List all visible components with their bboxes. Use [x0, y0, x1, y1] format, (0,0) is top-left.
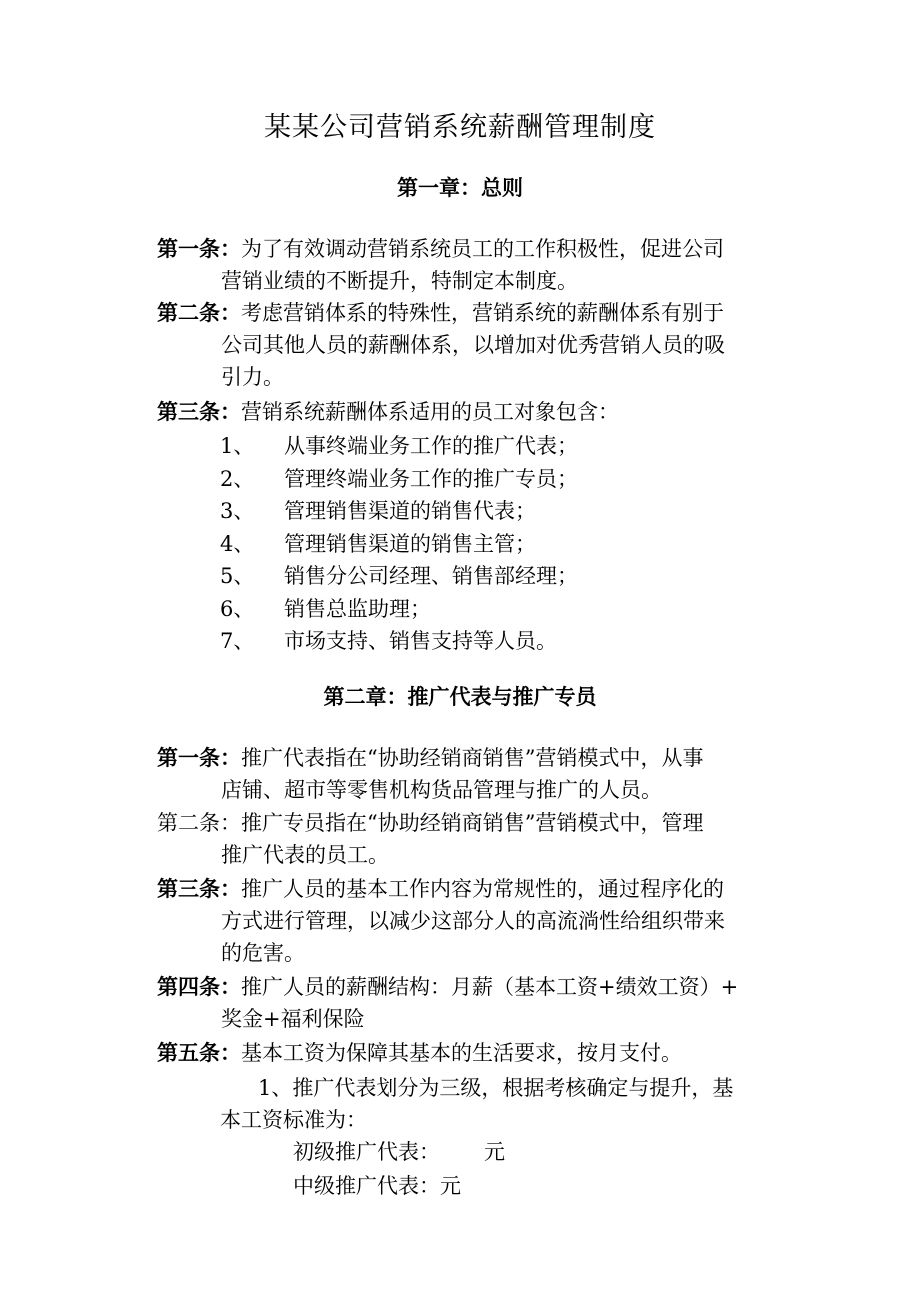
ch2-article-2: [157, 807, 789, 871]
salary-row-intermediate: [293, 1170, 461, 1203]
article-text: 考虑营销体系的特殊性，营销系统的薪酬体系有别于: [241, 301, 724, 325]
salary-row-junior: [293, 1136, 505, 1169]
list-number: 6、: [220, 596, 255, 621]
salary-grade-paragraph: [220, 1072, 790, 1136]
document-title: 某某公司营销系统薪酬管理制度: [264, 112, 656, 143]
paragraph-line: 本工资标准为：: [220, 1108, 367, 1132]
list-item: [220, 560, 578, 593]
article-text: 为了有效调动营销系统员工的工作积极性，促进公司: [241, 237, 724, 261]
list-text: 管理终端业务工作的推广专员；: [284, 466, 578, 491]
ch1-article-3: [157, 396, 789, 428]
list-text: 销售总监助理；: [284, 596, 431, 621]
article-label: 第四条：: [157, 974, 241, 999]
article-text: 奖金+福利保险: [221, 1007, 365, 1031]
list-text: 销售分公司经理、销售部经理；: [284, 564, 578, 588]
ch1-article-2: [157, 297, 789, 393]
list-text: 市场支持、销售支持等人员。: [284, 629, 557, 653]
article-text: 公司其他人员的薪酬体系，以增加对优秀营销人员的吸: [221, 333, 725, 357]
salary-label: 中级推广代表：: [293, 1174, 440, 1198]
list-number: 7、: [220, 629, 255, 653]
list-number: 4、: [220, 531, 255, 556]
article-label: 第二条：: [157, 300, 241, 325]
list-number: 2、: [220, 466, 255, 491]
salary-unit: 元: [484, 1140, 505, 1164]
list-text: 管理销售渠道的销售代表；: [284, 499, 536, 523]
article-text: 营销系统薪酬体系适用的员工对象包含：: [241, 400, 619, 424]
list-number: 3、: [220, 499, 255, 523]
article-text: 方式进行管理，以减少这部分人的高流淌性给组织带来: [221, 909, 725, 933]
article-label: 第五条：: [157, 1040, 241, 1065]
article-label: 第一条：: [157, 745, 241, 770]
article-text: 基本工资为保障其基本的生活要求，按月支付。: [241, 1041, 682, 1065]
article-text: 的危害。: [221, 941, 305, 965]
article-text: 推广人员的基本工作内容为常规性的，通过程序化的: [241, 877, 724, 901]
list-item: [220, 593, 578, 626]
list-item: [220, 495, 578, 528]
salary-label: 初级推广代表：: [293, 1140, 440, 1164]
article-text: 推广人员的薪酬结构：月薪（基本工资+绩效工资）+: [241, 975, 739, 999]
article-text: 推广专员指在“协助经销商销售”营销模式中，管理: [241, 811, 704, 835]
list-item: [220, 430, 578, 463]
ch1-article-1: [157, 233, 789, 297]
list-text: 管理销售渠道的销售主管；: [284, 531, 536, 556]
list-item: [220, 463, 578, 496]
article-text: 推广代表指在“协助经销商销售”营销模式中，从事: [241, 746, 704, 770]
article-text: 营销业绩的不断提升，特制定本制度。: [221, 269, 578, 293]
list-text: 从事终端业务工作的推广代表；: [284, 434, 578, 458]
article-label: 第二条：: [157, 811, 241, 835]
ch2-article-4: [157, 971, 789, 1035]
employee-scope-list: [220, 430, 578, 658]
ch2-article-5: [157, 1037, 789, 1069]
article-label: 第一条：: [157, 236, 241, 261]
list-item: [220, 528, 578, 561]
article-label: 第三条：: [157, 399, 241, 424]
salary-unit: 元: [440, 1174, 461, 1198]
article-text: 店铺、超市等零售机构货品管理与推广的人员。: [221, 778, 662, 802]
paragraph-line: 1、推广代表划分为三级，根据考核确定与提升，基: [258, 1076, 734, 1100]
list-item: [220, 625, 578, 658]
article-text: 引力。: [221, 365, 284, 389]
ch2-article-1: [157, 742, 789, 806]
article-text: 推广代表的员工。: [221, 843, 389, 867]
article-label: 第三条：: [157, 876, 241, 901]
chapter-2-heading: 第二章：推广代表与推广专员: [323, 684, 597, 709]
list-number: 1、: [220, 434, 255, 458]
chapter-1-heading: 第一章：总则: [397, 175, 523, 200]
list-number: 5、: [220, 564, 255, 588]
ch2-article-3: [157, 873, 789, 969]
